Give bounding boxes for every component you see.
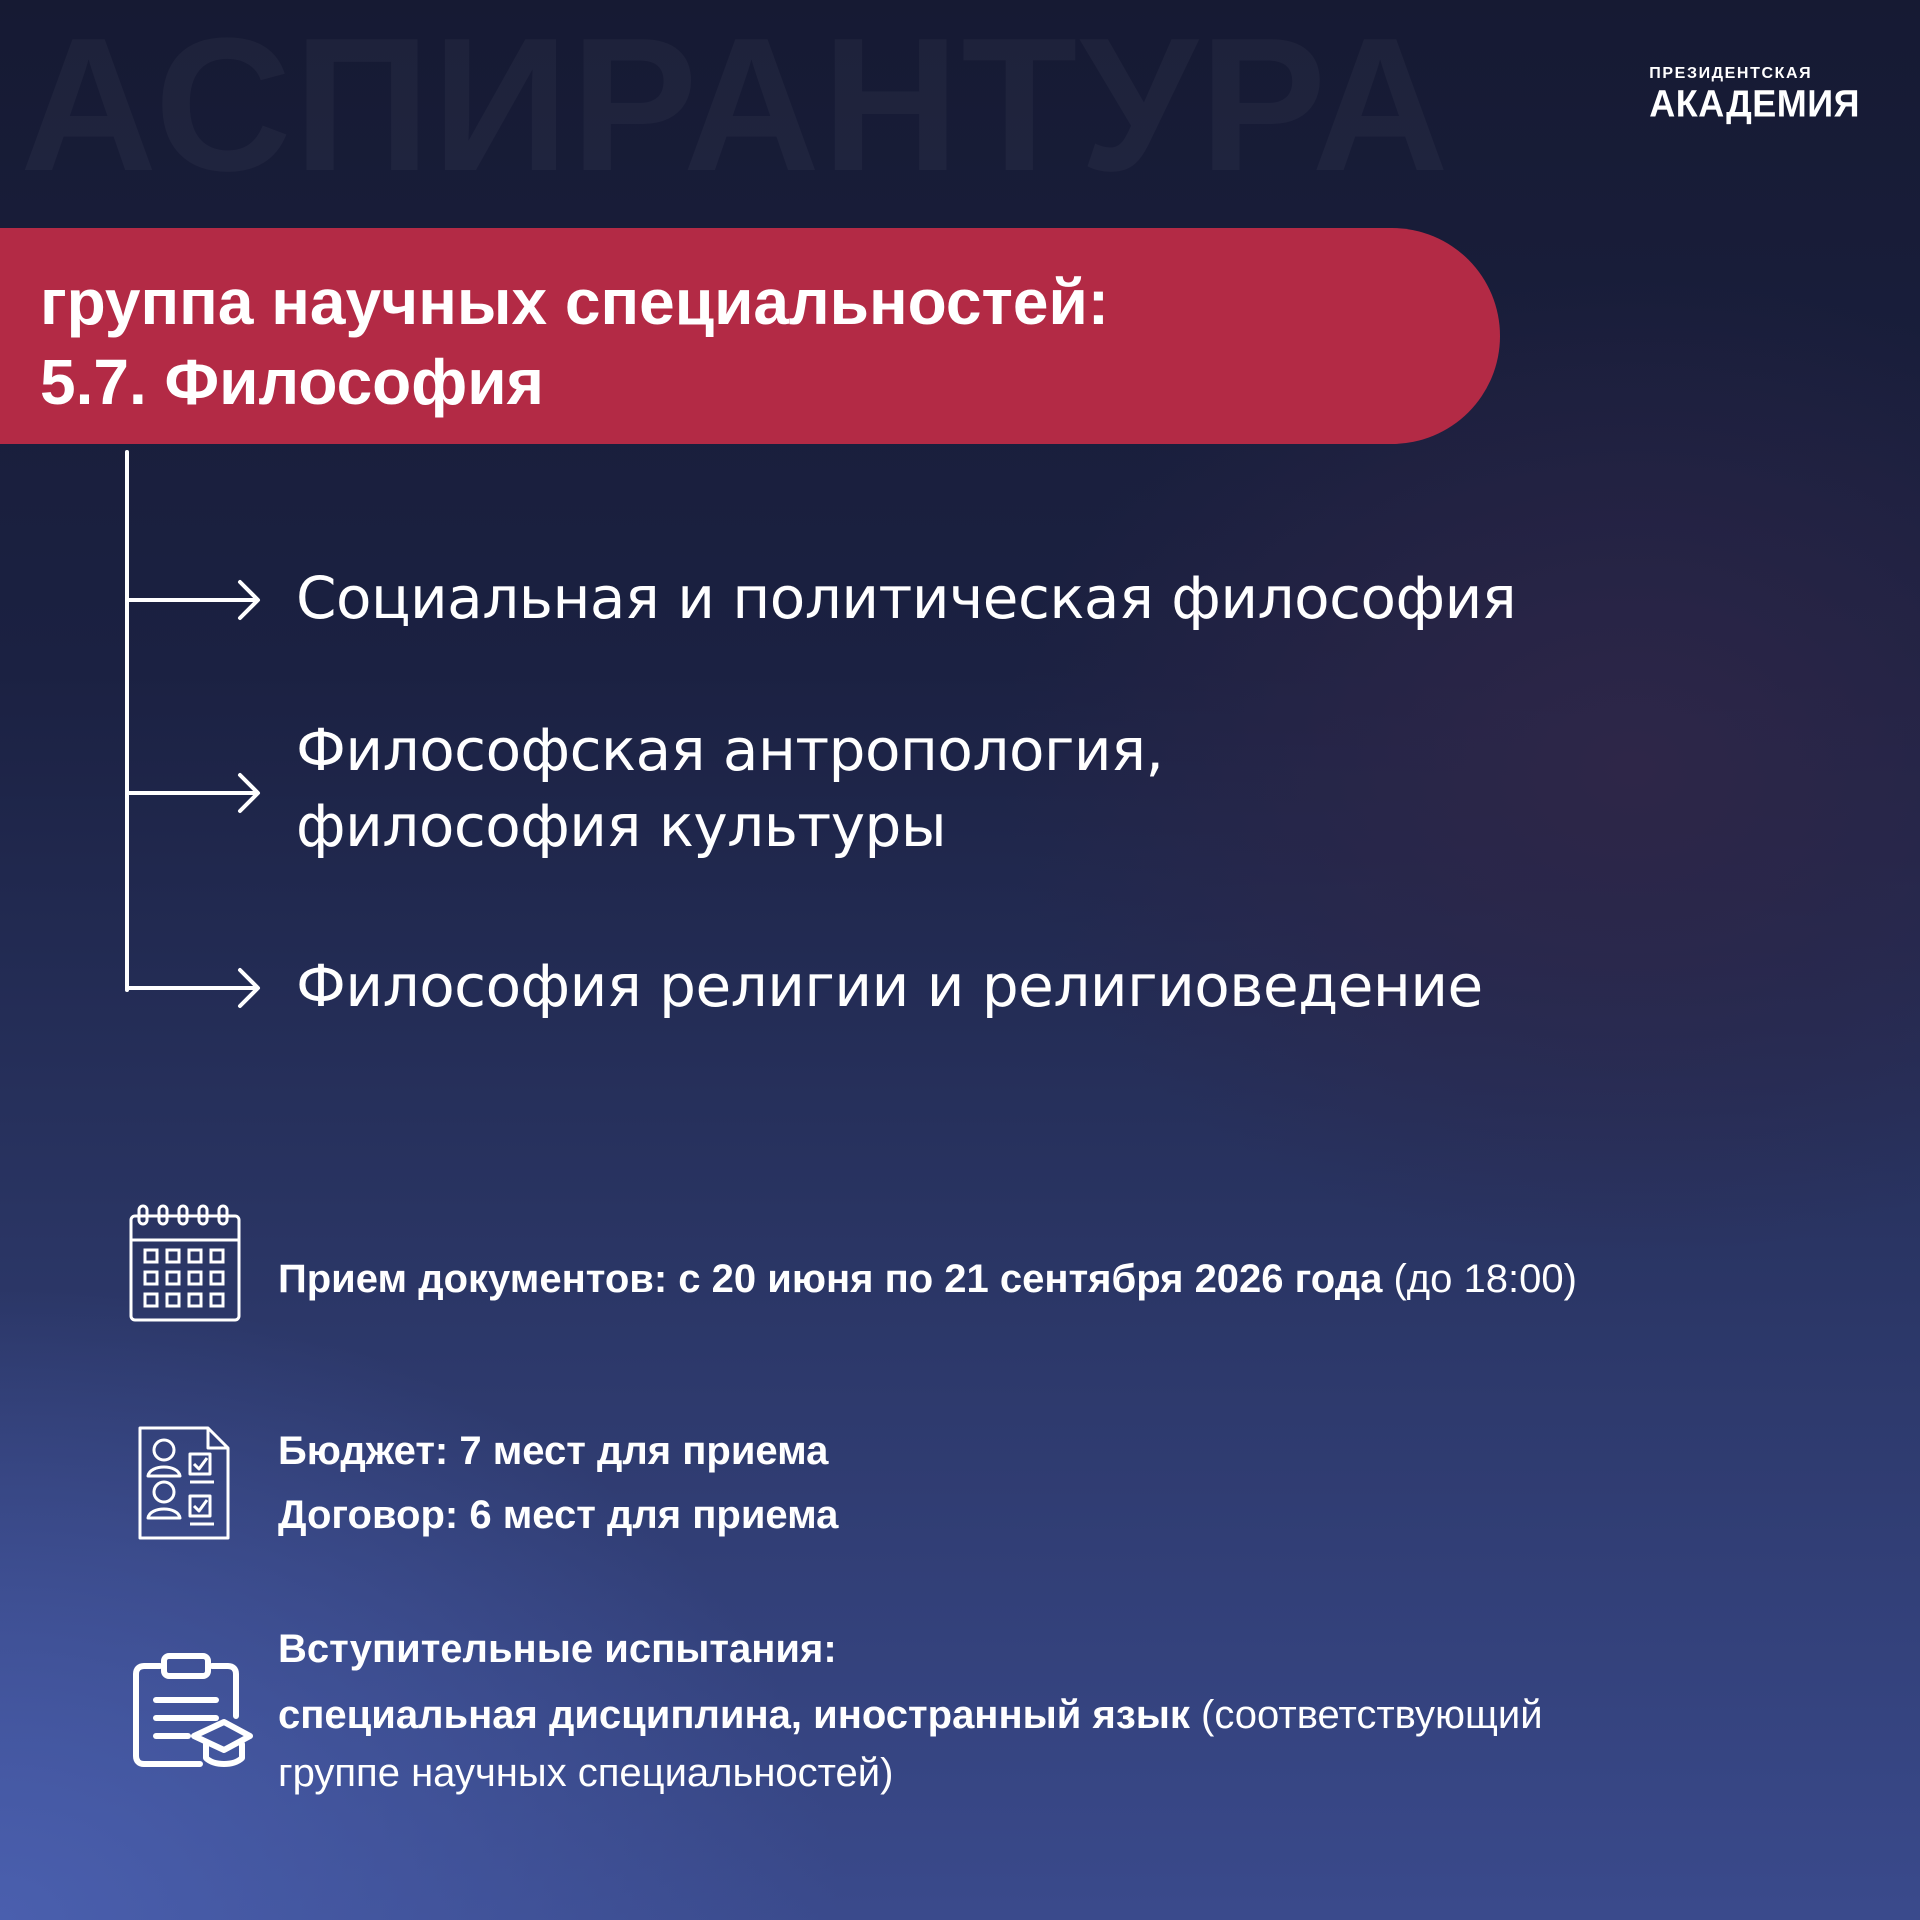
specialty-label: Социальная и политическая философия [296, 564, 1517, 632]
logo-top-text: ПРЕЗИДЕНТСКАЯ [1649, 65, 1813, 82]
calendar-icon [128, 1202, 244, 1324]
clipboard-graduation-icon [130, 1652, 254, 1770]
banner-subtitle: 5.7. Философия [40, 346, 544, 418]
documents-deadline [278, 1250, 1577, 1308]
banner-title: группа научных специальностей: [40, 266, 1110, 338]
specialty-group-banner [0, 228, 1500, 444]
budget-places: Бюджет: 7 мест для приема [278, 1429, 829, 1473]
applicants-form-icon [136, 1424, 232, 1542]
specialty-social-political-philosophy [296, 560, 1516, 636]
documents-deadline-dates: Прием документов: с 20 июня по 21 сентября 2026 года [278, 1257, 1383, 1301]
entrance-exams [278, 1620, 1543, 1802]
specialty-philosophy-of-religion [296, 948, 1483, 1024]
exam-subjects-note-continued: группе научных специальностей) [278, 1751, 894, 1795]
exam-subjects-note: (соответствующий [1189, 1693, 1543, 1737]
academy-logo [1649, 65, 1860, 125]
specialty-label-continued: философия культуры [296, 792, 947, 860]
contract-places: Договор: 6 мест для приема [278, 1493, 839, 1537]
specialty-label: Философская антропология, [296, 716, 1164, 784]
places-info [278, 1422, 838, 1544]
specialty-label: Философия религии и религиоведение [296, 952, 1483, 1020]
entrance-exams-subjects [278, 1686, 1543, 1744]
entrance-exams-title: Вступительные испытания: [278, 1627, 837, 1671]
exam-subjects: специальная дисциплина, иностранный язык [278, 1693, 1190, 1737]
specialty-philosophical-anthropology [296, 712, 1163, 864]
documents-deadline-time: (до 18:00) [1382, 1257, 1577, 1301]
logo-main-text: АКАДЕМИЯ [1649, 81, 1860, 125]
watermark-title [20, 10, 1451, 200]
